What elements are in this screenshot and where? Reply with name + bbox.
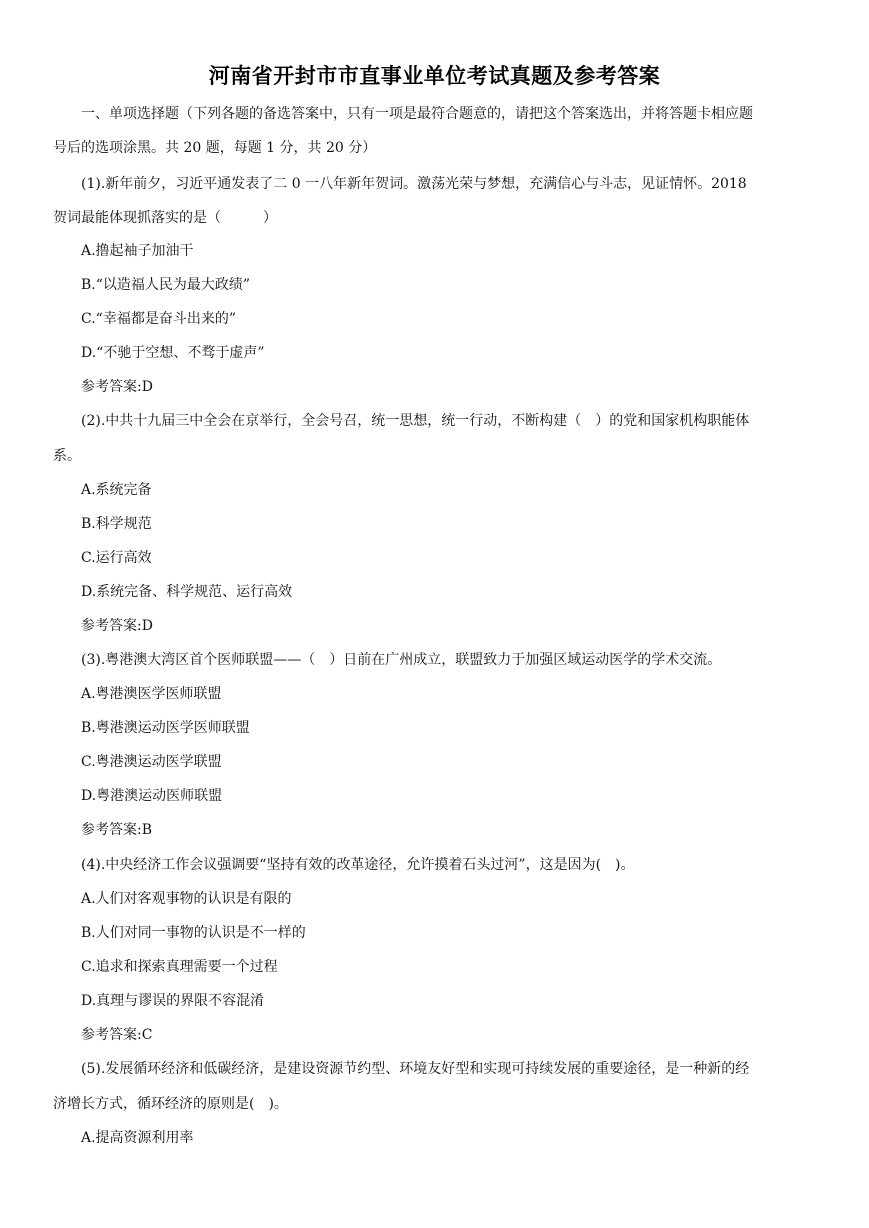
question-2-option-c: C.运行高效	[81, 550, 152, 566]
question-3-stem: (3).粤港澳大湾区首个医师联盟——（ ）日前在广州成立，联盟致力于加强区域运动医学的学术交流。	[81, 652, 722, 668]
page-title: 河南省开封市市直事业单位考试真题及参考答案	[208, 64, 661, 88]
question-4-option-d: D.真理与谬误的界限不容混淆	[81, 993, 265, 1009]
question-1-option-b: B.“以造福人民为最大政绩”	[81, 277, 251, 293]
question-2-option-d: D.系统完备、科学规范、运行高效	[81, 584, 293, 600]
question-4-stem: (4).中央经济工作会议强调要“坚持有效的改革途径，允许摸着石头过河”，这是因为( )。	[81, 857, 635, 873]
question-1-option-a: A.撸起袖子加油干	[81, 243, 194, 259]
question-1-answer: 参考答案:D	[81, 379, 153, 395]
question-3-option-d: D.粤港澳运动医师联盟	[81, 788, 223, 804]
question-1-stem: (1).新年前夕，习近平通发表了二 0 一八年新年贺词。激荡光荣与梦想，充满信心与斗志，见证情怀。2018	[81, 176, 747, 192]
question-1-stem-cont: 贺词最能体现抓落实的是（ ）	[53, 210, 277, 226]
question-3-answer: 参考答案:B	[81, 822, 153, 838]
question-5-stem: (5).发展循环经济和低碳经济，是建设资源节约型、环境友好型和实现可持续发展的重要途径，是一种新的经	[81, 1061, 750, 1077]
question-1-option-c: C.“幸福都是奋斗出来的”	[81, 311, 236, 327]
section-intro-line-1: 一、单项选择题（下列各题的备选答案中，只有一项是最符合题意的，请把这个答案选出，并将答题卡相应题	[81, 106, 753, 122]
question-1-option-d: D.“不驰于空想、不骛于虚声”	[81, 345, 265, 361]
question-4-option-c: C.追求和探索真理需要一个过程	[81, 959, 278, 975]
question-4-option-b: B.人们对同一事物的认识是不一样的	[81, 925, 306, 941]
question-4-option-a: A.人们对客观事物的认识是有限的	[81, 891, 292, 907]
question-2-stem: (2).中共十九届三中全会在京举行，全会号召，统一思想，统一行动，不断构建（ ）的党和国家机构职能体	[81, 413, 750, 429]
question-3-option-b: B.粤港澳运动医学医师联盟	[81, 720, 250, 736]
question-5-stem-cont: 济增长方式，循环经济的原则是( )。	[53, 1096, 288, 1112]
question-5-option-a: A.提高资源利用率	[81, 1130, 194, 1146]
question-4-answer: 参考答案:C	[81, 1027, 153, 1043]
question-2-answer: 参考答案:D	[81, 618, 153, 634]
question-2-option-b: B.科学规范	[81, 516, 152, 532]
section-intro-line-2: 号后的选项涂黑。共 20 题，每题 1 分，共 20 分）	[53, 140, 377, 156]
question-3-option-c: C.粤港澳运动医学联盟	[81, 754, 222, 770]
question-2-option-a: A.系统完备	[81, 482, 152, 498]
question-3-option-a: A.粤港澳医学医师联盟	[81, 686, 222, 702]
question-2-stem-cont: 系。	[53, 448, 81, 464]
